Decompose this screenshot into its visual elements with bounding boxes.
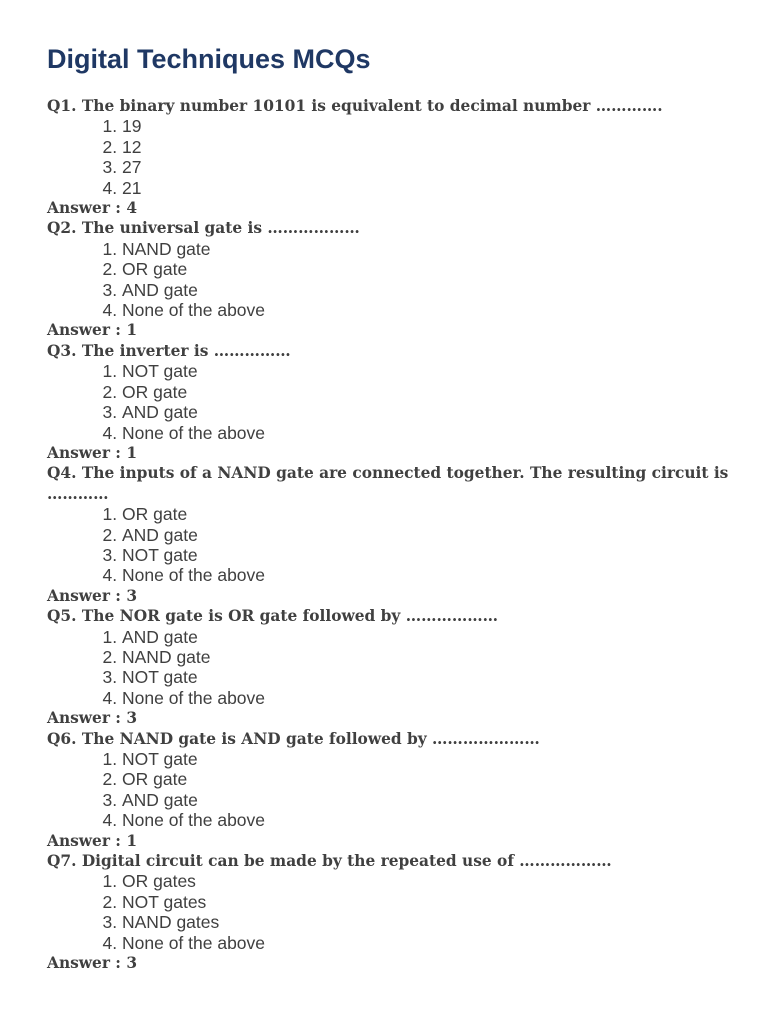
answer-text: Answer : 4 bbox=[47, 199, 138, 218]
question-block bbox=[47, 96, 747, 218]
document-page bbox=[47, 42, 747, 973]
option-item: 2. OR gate bbox=[122, 382, 747, 402]
option-item: 1. AND gate bbox=[122, 627, 747, 647]
question-text: Q3. The inverter is …………… bbox=[47, 341, 291, 360]
answer-text: Answer : 3 bbox=[47, 954, 138, 973]
option-item: 3. AND gate bbox=[122, 280, 747, 300]
question-block bbox=[47, 606, 747, 728]
answer-text: Answer : 1 bbox=[47, 831, 138, 850]
option-item: 3. NAND gates bbox=[122, 912, 747, 932]
option-item: 3. 27 bbox=[122, 157, 747, 177]
option-item: 2. AND gate bbox=[122, 525, 747, 545]
option-item: 1. NOT gate bbox=[122, 749, 747, 769]
question-block bbox=[47, 341, 747, 463]
question-text: Q6. The NAND gate is AND gate followed by ………………… bbox=[47, 729, 540, 748]
option-item: 2. NOT gates bbox=[122, 892, 747, 912]
option-item: 4. None of the above bbox=[122, 933, 747, 953]
option-item: 3. NOT gate bbox=[122, 545, 747, 565]
option-item: 3. AND gate bbox=[122, 790, 747, 810]
question-text: Q2. The universal gate is ……………… bbox=[47, 219, 360, 238]
question-block bbox=[47, 729, 747, 851]
option-item: 1. NAND gate bbox=[122, 239, 747, 259]
option-item: 2. 12 bbox=[122, 137, 747, 157]
question-text: Q7. Digital circuit can be made by the repeated use of ……………… bbox=[47, 852, 612, 871]
option-list bbox=[47, 749, 747, 831]
question-block bbox=[47, 218, 747, 340]
option-list bbox=[47, 627, 747, 709]
answer-text: Answer : 3 bbox=[47, 586, 138, 605]
option-item: 4. 21 bbox=[122, 178, 747, 198]
option-list bbox=[47, 504, 747, 586]
option-item: 1. NOT gate bbox=[122, 361, 747, 381]
option-item: 4. None of the above bbox=[122, 565, 747, 585]
option-list bbox=[47, 116, 747, 198]
option-item: 4. None of the above bbox=[122, 300, 747, 320]
option-item: 1. 19 bbox=[122, 116, 747, 136]
question-block bbox=[47, 851, 747, 973]
option-item: 4. None of the above bbox=[122, 423, 747, 443]
option-item: 1. OR gate bbox=[122, 504, 747, 524]
answer-text: Answer : 1 bbox=[47, 321, 138, 340]
page-title: Digital Techniques MCQs bbox=[47, 44, 371, 74]
question-text: Q1. The binary number 10101 is equivalent to decimal number …………. bbox=[47, 97, 663, 115]
option-item: 2. NAND gate bbox=[122, 647, 747, 667]
option-item: 3. AND gate bbox=[122, 402, 747, 422]
option-item: 1. OR gates bbox=[122, 871, 747, 891]
answer-text: Answer : 3 bbox=[47, 709, 138, 728]
option-item: 2. OR gate bbox=[122, 259, 747, 279]
option-item: 4. None of the above bbox=[122, 810, 747, 830]
option-item: 3. NOT gate bbox=[122, 667, 747, 687]
answer-text: Answer : 1 bbox=[47, 443, 138, 462]
option-item: 2. OR gate bbox=[122, 769, 747, 789]
option-list bbox=[47, 361, 747, 443]
question-block bbox=[47, 463, 747, 606]
question-text: Q5. The NOR gate is OR gate followed by ……………… bbox=[47, 607, 499, 626]
option-list bbox=[47, 871, 747, 953]
question-text: Q4. The inputs of a NAND gate are connected together. The resulting circuit is ………… bbox=[47, 464, 729, 503]
option-list bbox=[47, 239, 747, 321]
option-item: 4. None of the above bbox=[122, 688, 747, 708]
